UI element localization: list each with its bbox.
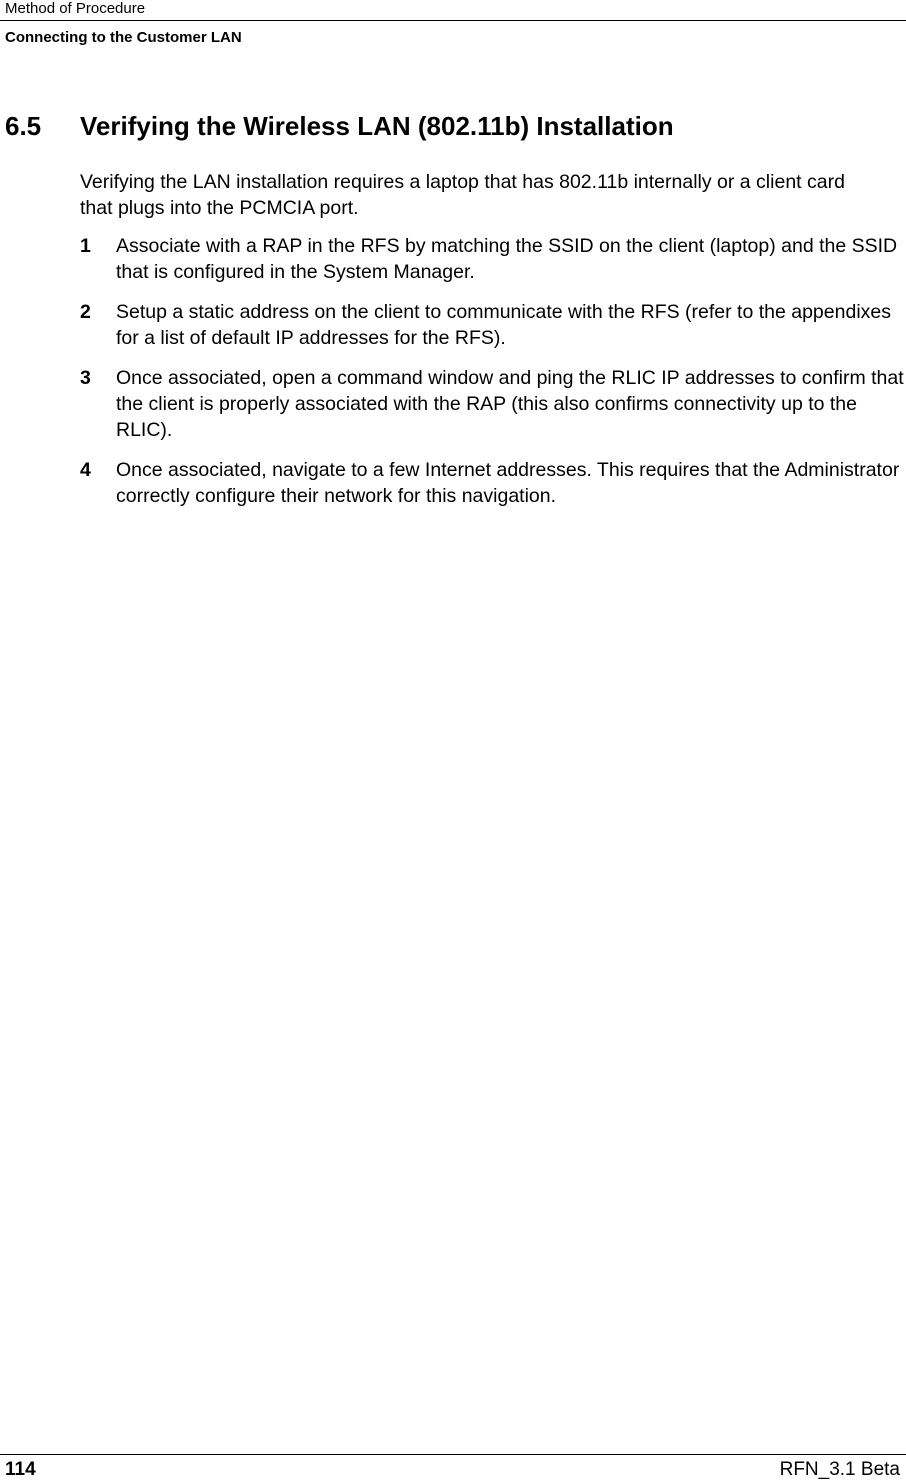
procedure-step [80, 299, 906, 351]
procedure-step [80, 233, 906, 285]
document-version: RFN_3.1 Beta [779, 1459, 900, 1480]
running-header [5, 0, 906, 17]
step-text: Setup a static address on the client to communicate with the RFS (refer to the appendixes for a list of default IP addresses for the RFS). [116, 301, 891, 349]
procedure-steps [80, 233, 906, 523]
step-number: 4 [80, 459, 91, 481]
intro-paragraph: Verifying the LAN installation requires a laptop that has 802.11b internally or a client card that plugs into the PCMCIA port. [80, 171, 845, 219]
step-number: 1 [80, 235, 91, 257]
step-text: Associate with a RAP in the RFS by matching the SSID on the client (laptop) and the SSID that is configured in the System Manager. [116, 235, 898, 283]
footer-divider [0, 1454, 906, 1455]
section-heading [5, 110, 674, 142]
header-divider [0, 20, 906, 21]
section-number: 6.5 [5, 111, 42, 141]
step-text: Once associated, open a command window and ping the RLIC IP addresses to confirm that the client is properly associated with the RAP (this also confirms connectivity up to the RLIC). [116, 367, 904, 441]
document-title: Method of Procedure [5, 0, 146, 17]
section-title: Verifying the Wireless LAN (802.11b) Installation [80, 111, 674, 141]
step-text: Once associated, navigate to a few Internet addresses. This requires that the Administrator correctly configure their network for this navigation. [116, 459, 900, 507]
page-number: 114 [5, 1459, 36, 1480]
step-number: 3 [80, 367, 91, 389]
procedure-step [80, 457, 906, 509]
procedure-step [80, 365, 906, 443]
running-section-name: Connecting to the Customer LAN [5, 29, 242, 46]
step-number: 2 [80, 301, 91, 323]
